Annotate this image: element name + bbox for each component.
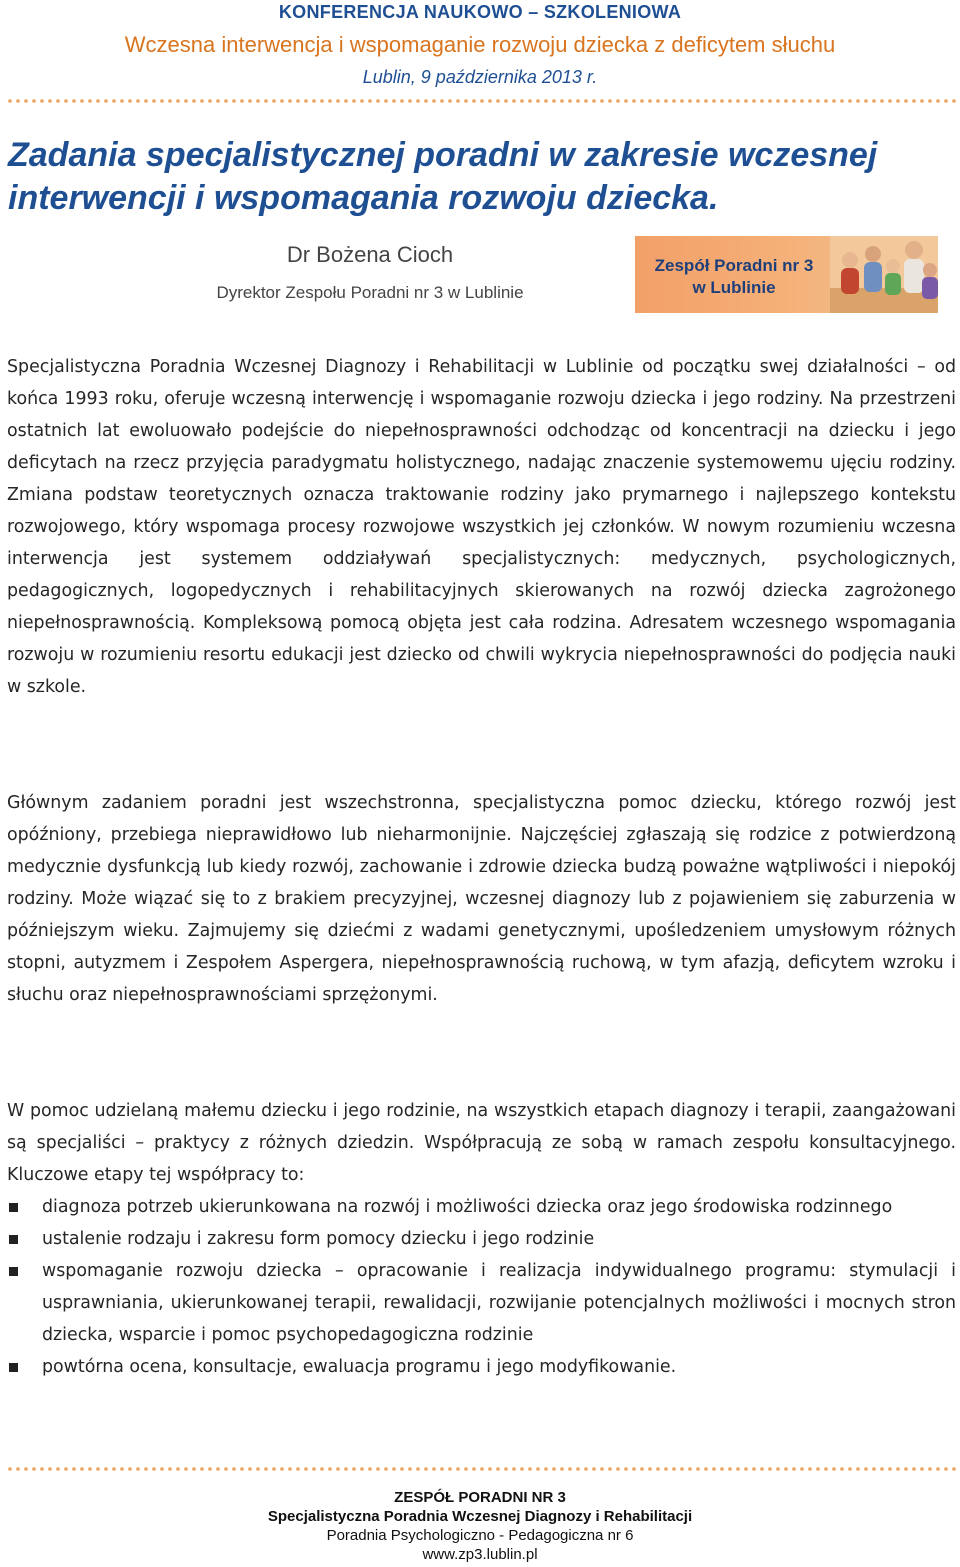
paragraph-cooperation: W pomoc udzielaną małemu dziecku i jego rodzinie, na wszystkich etapach diagnozy i terapii, zaangażowani są specjaliści – praktycy z różnych dziedzin. Współpracują ze sobą w ramach zespołu konsultacyjnego. Kluczowe etapy tej współpracy to: xyxy=(7,1101,956,1185)
conference-type: KONFERENCJA NAUKOWO – SZKOLENIOWA xyxy=(278,2,682,22)
logo-text xyxy=(639,255,829,299)
family-photo-icon xyxy=(830,236,938,313)
list-item xyxy=(7,1255,956,1351)
footer-website-link[interactable]: www.zp3.lublin.pl xyxy=(422,1546,538,1563)
square-bullet-icon xyxy=(9,1363,18,1372)
footer-clinic-name: Specjalistyczna Poradnia Wczesnej Diagnozy i Rehabilitacji xyxy=(267,1508,693,1525)
page-title: Zadania specjalistycznej poradni w zakresie wczesnej interwencji i wspomagania rozwoju dziecka. xyxy=(8,136,878,217)
list-item xyxy=(7,1191,956,1223)
list-item-text: diagnoza potrzeb ukierunkowana na rozwój i możliwości dziecka oraz jego środowiska rodzinnego xyxy=(42,1197,893,1217)
list-item-text: ustalenie rodzaju i zakresu form pomocy dziecku i jego rodzinie xyxy=(42,1229,595,1249)
footer-divider xyxy=(6,1467,956,1471)
square-bullet-icon xyxy=(9,1203,18,1212)
conference-title: Wczesna interwencja i wspomaganie rozwoju dziecka z deficytem słuchu xyxy=(124,32,836,57)
list-item-text: powtórna ocena, konsultacje, ewaluacja programu i jego modyfikowanie. xyxy=(42,1357,677,1377)
paragraph-intro: Specjalistyczna Poradnia Wczesnej Diagnozy i Rehabilitacji w Lublinie od początku swej działalności – od końca 1993 roku, oferuje wczesną interwencję i wspomaganie rozwoju dziecka i jego rodziny. Na przestrzeni ostatnich lat ewoluowało podejście do niepełnosprawności odchodząc od koncentracji na dziecku i jego deficytach na rzecz przyjęcia paradygmatu holistycznego, nadając znaczenie systemowemu ujęciu rodziny. Zmiana podstaw teoretycznych oznacza traktowanie rodziny jako prymarnego i najlepszego kontekstu rozwojowego, który wspomaga procesy rozwojowe wszystkich jej członków. W nowym rozumieniu wczesna interwencja jest systemem oddziaływań specjalistycznych: medycznych, psychologicznych, pedagogicznych, logopedycznych i rehabilitacyjnych skierowanych na rozwój dziecka zagrożonego niepełnosprawnością. Kompleksową pomocą objęta jest cała rodzina. Adresatem wczesnego wspomagania rozwoju w rozumieniu resortu edukacji jest dziecko od chwili wykrycia niepełnosprawności do podjęcia nauki w szkole. xyxy=(7,357,956,697)
square-bullet-icon xyxy=(9,1267,18,1276)
author-role: Dyrektor Zespołu Poradni nr 3 w Lublinie xyxy=(216,283,524,302)
header-divider xyxy=(6,99,956,103)
list-item xyxy=(7,1351,956,1383)
paragraph-main-task: Głównym zadaniem poradni jest wszechstronna, specjalistyczna pomoc dziecku, którego rozwój jest opóźniony, przebiega nieprawidłowo lub nieharmonijnie. Najczęściej zgłaszają się rodzice z potwierdzoną medycznie dysfunkcją lub kiedy rozwój, zachowanie i zdrowie dziecka budzą poważne wątpliwości i niepokój rodziny. Może wiązać się to z brakiem precyzyjnej, wczesnej diagnozy lub z pojawieniem się zaburzenia w późniejszym wieku. Zajmujemy się dziećmi z wadami genetycznymi, upośledzeniem umysłowym różnych stopni, autyzmem i Zespołem Aspergera, niepełnosprawnością ruchową, w tym afazją, deficytem wzroku i słuchu oraz niepełnosprawnościami sprzężonymi. xyxy=(7,793,956,1005)
logo-line-1: Zespół Poradni nr 3 xyxy=(654,256,814,275)
list-item-text: wspomaganie rozwoju dziecka – opracowanie i realizacja indywidualnego programu: stymulacji i usprawniania, ukierunkowanej terapii, rewalidacji, rozwijanie potencjalnych możliwości i mocnych stron dziecka, wsparcie i pomoc psychopedagogiczna rodzinie xyxy=(42,1261,956,1345)
clinic-logo xyxy=(635,236,938,313)
footer-clinic-name-2: Poradnia Psychologiczno - Pedagogiczna nr 6 xyxy=(326,1527,634,1544)
conference-date: Lublin, 9 października 2013 r. xyxy=(362,67,598,87)
logo-line-2: w Lublinie xyxy=(692,278,776,297)
list-item xyxy=(7,1223,956,1255)
author-name: Dr Bożena Cioch xyxy=(286,242,454,267)
square-bullet-icon xyxy=(9,1235,18,1244)
key-stages-list xyxy=(7,1191,956,1383)
footer-org-name: ZESPÓŁ PORADNI NR 3 xyxy=(394,1489,566,1506)
